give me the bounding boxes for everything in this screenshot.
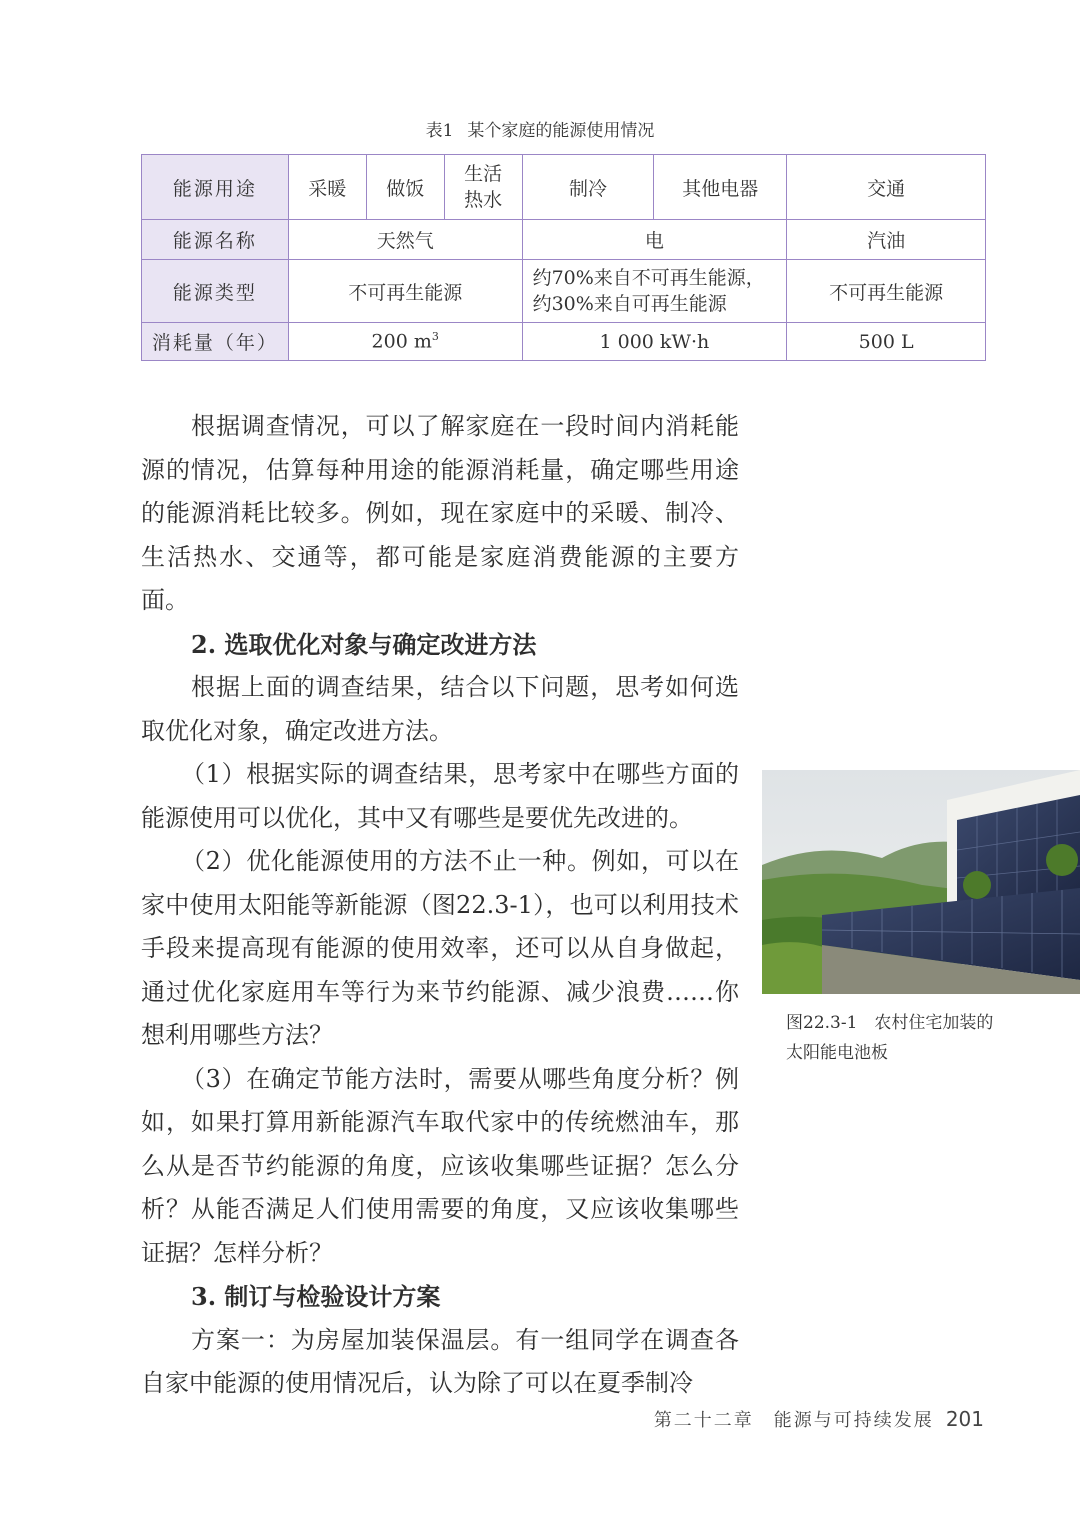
row-header-name: 能源名称	[142, 220, 289, 260]
figure-caption-line1: 图22.3-1 农村住宅加装的	[786, 1013, 994, 1033]
cell-gasoline-consumption: 500 L	[787, 323, 986, 361]
cell-cooking: 做饭	[366, 155, 444, 220]
table-row	[142, 260, 986, 323]
table-row	[142, 323, 986, 361]
page-footer	[654, 1406, 984, 1432]
cell-hot-water-line2: 热水	[464, 189, 503, 211]
gas-unit-superscript: 3	[431, 330, 439, 344]
main-text	[141, 405, 739, 1406]
question-2: （2）优化能源使用的方法不止一种。例如，可以在家中使用太阳能等新能源（图22.3-1），也可以利用技术手段来提高现有能源的使用效率，还可以从自身做起，通过优化家庭用车等行为来节约能源、减少浪费……你想利用哪些方法？	[141, 847, 739, 1049]
cell-transport: 交通	[787, 155, 986, 220]
row-header-consumption: 消耗量（年）	[142, 323, 289, 361]
cell-gas-consumption	[288, 323, 522, 361]
question-3: （3）在确定节能方法时，需要从哪些角度分析？例如，如果打算用新能源汽车取代家中的传统燃油车，那么从是否节约能源的角度，应该收集哪些证据？怎么分析？从能否满足人们使用需要的角度，又应该收集哪些证据？怎样分析？	[141, 1064, 739, 1267]
solar-panel-illustration	[762, 770, 1080, 994]
page-number: 201	[945, 1407, 984, 1431]
cell-gasoline: 汽油	[787, 220, 986, 260]
cell-cooling: 制冷	[522, 155, 654, 220]
table-number: 表1	[425, 121, 454, 141]
gas-amount: 200 m	[371, 330, 432, 353]
solar-panel-photo	[762, 770, 1080, 994]
section-heading-2: 2. 选取优化对象与确定改进方法	[191, 629, 537, 659]
cell-electricity-type-line1: 约70%来自不可再生能源，	[532, 267, 765, 289]
figure-caption-line2: 太阳能电池板	[786, 1043, 888, 1063]
cell-gasoline-type: 不可再生能源	[787, 260, 986, 323]
table-row	[142, 155, 986, 220]
cell-electricity: 电	[522, 220, 787, 260]
row-header-type: 能源类型	[142, 260, 289, 323]
chapter-title: 第二十二章 能源与可持续发展	[653, 1410, 934, 1431]
section-heading-3: 3. 制订与检验设计方案	[191, 1282, 441, 1311]
paragraph: 方案一：为房屋加装保温层。有一组同学在调查各自家中能源的使用情况后，认为除了可以在夏季制冷	[141, 1325, 739, 1397]
cell-electricity-type-line2: 约30%来自可再生能源	[532, 293, 727, 315]
cell-natural-gas: 天然气	[288, 220, 522, 260]
cell-gas-type: 不可再生能源	[288, 260, 522, 323]
cell-appliances: 其他电器	[654, 155, 787, 220]
paragraph: 根据调查情况，可以了解家庭在一段时间内消耗能源的情况，估算每种用途的能源消耗量，确定哪些用途的能源消耗比较多。例如，现在家庭中的采暖、制冷、生活热水、交通等，都可能是家庭消费能源的主要方面。	[141, 412, 739, 614]
table-title: 某个家庭的能源使用情况	[467, 121, 655, 141]
figure-caption	[786, 1008, 1056, 1068]
cell-hot-water-line1: 生活	[464, 163, 503, 185]
table-caption	[0, 116, 1080, 141]
row-header-usage: 能源用途	[142, 155, 289, 220]
energy-usage-table	[141, 154, 986, 361]
question-1: （1）根据实际的调查结果，思考家中在哪些方面的能源使用可以优化，其中又有哪些是要优先改进的。	[141, 760, 739, 832]
table-row	[142, 220, 986, 260]
paragraph: 根据上面的调查结果，结合以下问题，思考如何选取优化对象，确定改进方法。	[141, 673, 739, 745]
cell-hot-water	[444, 155, 522, 220]
cell-electricity-consumption: 1 000 kW·h	[522, 323, 787, 361]
cell-heating: 采暖	[288, 155, 366, 220]
cell-electricity-type	[522, 260, 787, 323]
